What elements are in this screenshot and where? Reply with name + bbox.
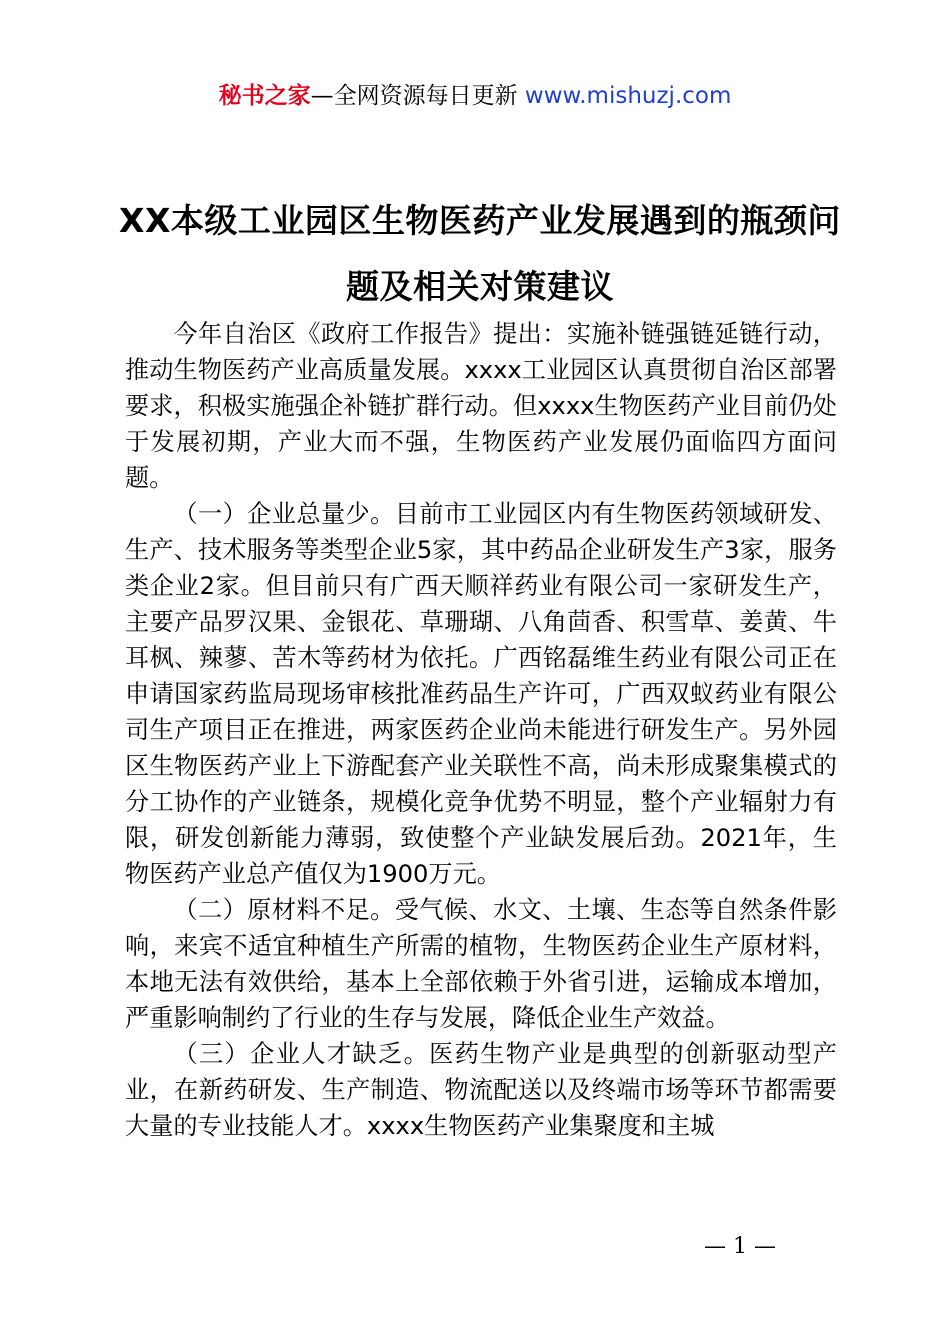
page-header [0, 80, 950, 112]
header-tagline: —全网资源每日更新 [310, 83, 518, 109]
paragraph-section-1: （一）企业总量少。目前市工业园区内有生物医药领域研发、生产、技术服务等类型企业5家，其中药品企业研发生产3家，服务类企业2家。但目前只有广西天顺祥药业有限公司一家研发生产，主要产品罗汉果、金银花、草珊瑚、八角茴香、积雪草、姜黄、牛耳枫、辣蓼、苦木等药材为依托。广西铭磊维生药业有限公司正在申请国家药监局现场审核批准药品生产许可，广西双蚁药业有限公司生产项目正在推进，两家医药企业尚未能进行研发生产。另外园区生物医药产业上下游配套产业关联性不高，尚未形成聚集模式的分工协作的产业链条，规模化竞争优势不明显，整个产业辐射力有限，研发创新能力薄弱，致使整个产业缺发展后劲。2021年，生物医药产业总产值仅为1900万元。 [125, 500, 837, 888]
document-body [125, 316, 837, 1144]
document-title: XX本级工业园区生物医药产业发展遇到的瓶颈问题及相关对策建议 [119, 201, 841, 306]
paragraph-intro: 今年自治区《政府工作报告》提出：实施补链强链延链行动，推动生物医药产业高质量发展。xxxx工业园区认真贯彻自治区部署要求，积极实施强企补链扩群行动。但xxxx生物医药产业目前仍处于发展初期，产业大而不强，生物医药产业发展仍面临四方面问题。 [125, 320, 837, 492]
header-brand: 秘书之家 [218, 83, 311, 109]
header-url-link[interactable]: www.mishuzj.com [524, 83, 732, 109]
paragraph-section-2: （二）原材料不足。受气候、水文、土壤、生态等自然条件影响，来宾不适宜种植生产所需的植物，生物医药企业生产原材料，本地无法有效供给，基本上全部依赖于外省引进，运输成本增加，严重影响制约了行业的生存与发展，降低企业生产效益。 [125, 896, 837, 1032]
page-number: — 1 — [704, 1234, 776, 1259]
paragraph-section-3: （三）企业人才缺乏。医药生物产业是典型的创新驱动型产业，在新药研发、生产制造、物流配送以及终端市场等环节都需要大量的专业技能人才。xxxx生物医药产业集聚度和主城 [125, 1040, 837, 1140]
